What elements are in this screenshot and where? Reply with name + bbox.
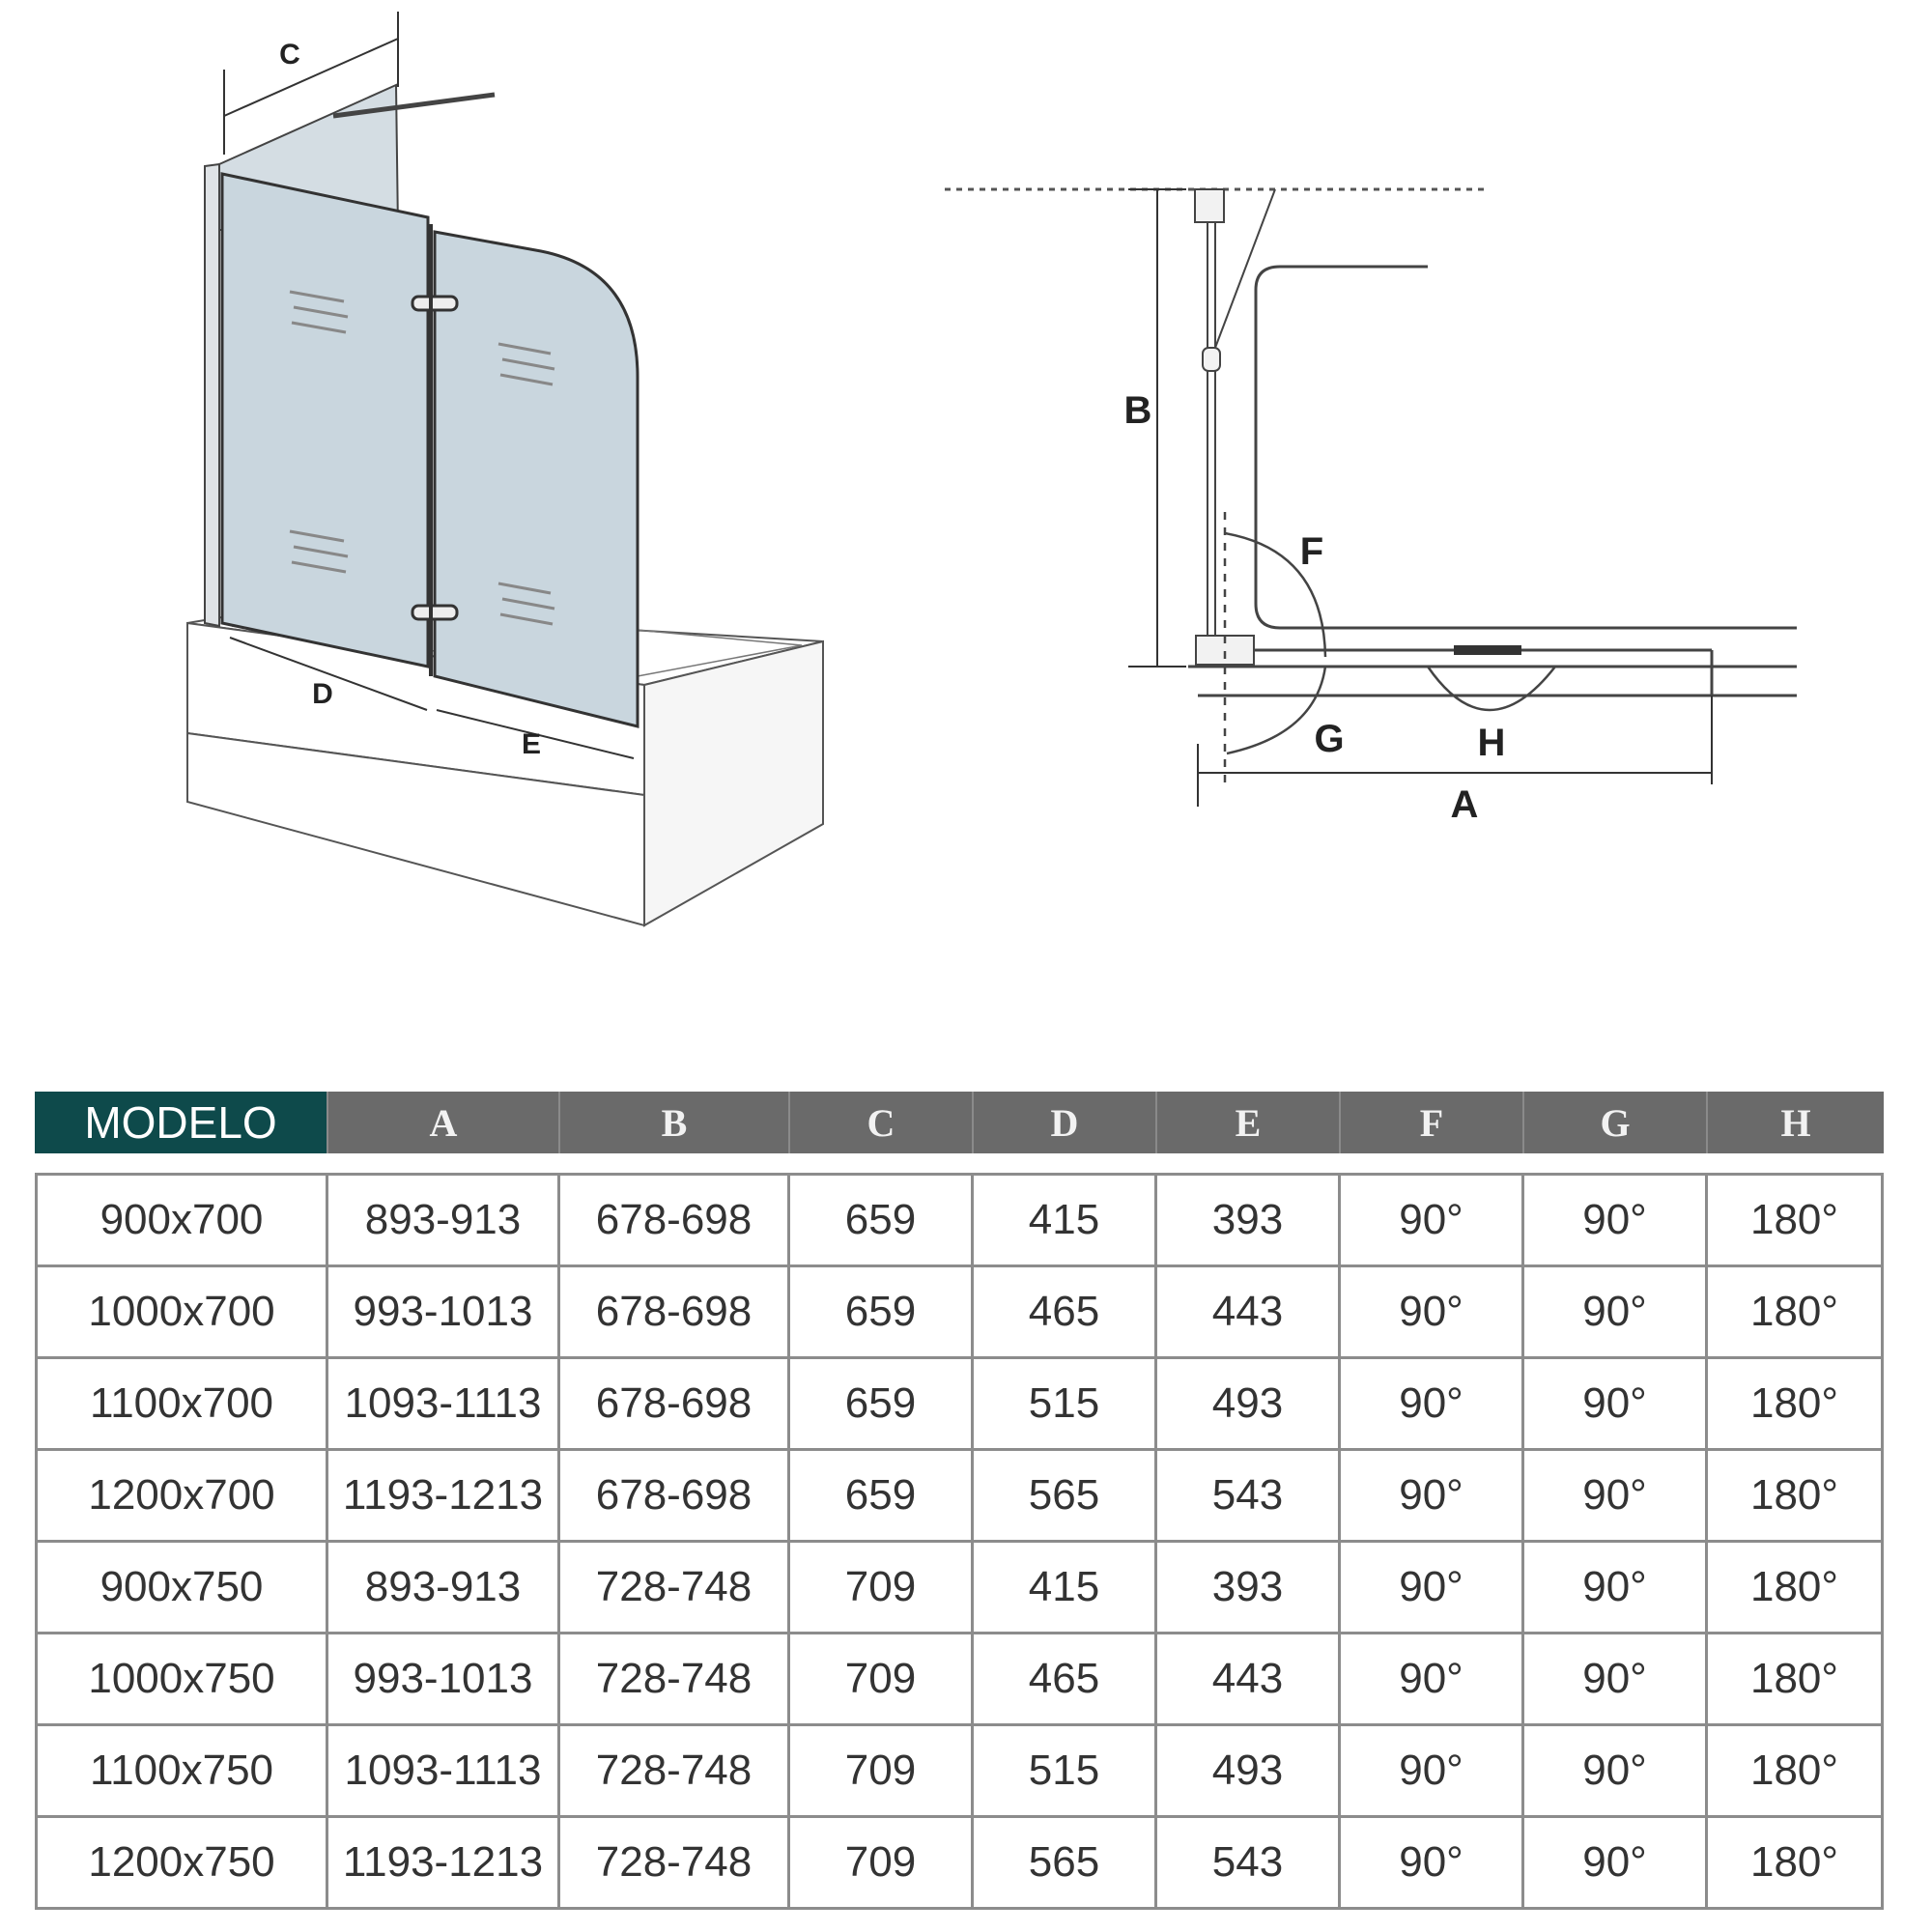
- cell-f: 90°: [1341, 1359, 1524, 1451]
- cell-d: 415: [974, 1173, 1157, 1267]
- label-e: E: [521, 728, 542, 760]
- cell-a: 1193-1213: [328, 1818, 560, 1910]
- header-e: E: [1157, 1092, 1341, 1153]
- cell-model: 1000x750: [35, 1634, 328, 1726]
- cell-e: 543: [1157, 1451, 1341, 1543]
- cell-b: 728-748: [560, 1634, 790, 1726]
- cell-f: 90°: [1341, 1726, 1524, 1818]
- header-h: H: [1708, 1092, 1884, 1153]
- cell-f: 90°: [1341, 1451, 1524, 1543]
- cell-e: 493: [1157, 1726, 1341, 1818]
- cell-g: 90°: [1524, 1451, 1708, 1543]
- cell-d: 565: [974, 1451, 1157, 1543]
- cell-c: 659: [790, 1359, 974, 1451]
- cell-b: 678-698: [560, 1267, 790, 1359]
- cell-g: 90°: [1524, 1359, 1708, 1451]
- cell-b: 728-748: [560, 1726, 790, 1818]
- cell-b: 728-748: [560, 1818, 790, 1910]
- cell-e: 543: [1157, 1818, 1341, 1910]
- table-row: [35, 1451, 1884, 1543]
- cell-c: 709: [790, 1543, 974, 1634]
- cell-f: 90°: [1341, 1818, 1524, 1910]
- cell-c: 709: [790, 1818, 974, 1910]
- cell-h: 180°: [1708, 1173, 1884, 1267]
- cell-a: 893-913: [328, 1173, 560, 1267]
- header-a: A: [328, 1092, 560, 1153]
- glass-panel-right: [435, 232, 638, 726]
- cell-c: 659: [790, 1173, 974, 1267]
- header-c: C: [790, 1092, 974, 1153]
- header-b: B: [560, 1092, 790, 1153]
- label-g: G: [1314, 718, 1345, 760]
- cell-d: 415: [974, 1543, 1157, 1634]
- glass-panel-left: [222, 174, 428, 667]
- cell-model: 1200x700: [35, 1451, 328, 1543]
- cell-g: 90°: [1524, 1173, 1708, 1267]
- glass-line: [1188, 650, 1797, 696]
- plan-hinge: [1454, 645, 1521, 655]
- cell-h: 180°: [1708, 1543, 1884, 1634]
- label-b: B: [1123, 389, 1152, 432]
- cell-h: 180°: [1708, 1634, 1884, 1726]
- table-row: [35, 1267, 1884, 1359]
- header-modelo: MODELO: [35, 1092, 328, 1153]
- cell-c: 659: [790, 1267, 974, 1359]
- cell-f: 90°: [1341, 1634, 1524, 1726]
- cell-a: 1193-1213: [328, 1451, 560, 1543]
- table-row: [35, 1818, 1884, 1910]
- cell-g: 90°: [1524, 1543, 1708, 1634]
- bath-screen-3d-drawing: [145, 0, 918, 966]
- cell-model: 900x750: [35, 1543, 328, 1634]
- cell-h: 180°: [1708, 1359, 1884, 1451]
- table-body: [35, 1153, 1884, 1910]
- plan-view-drawing: [918, 145, 1884, 869]
- header-f: F: [1341, 1092, 1524, 1153]
- cell-model: 1100x750: [35, 1726, 328, 1818]
- cell-g: 90°: [1524, 1267, 1708, 1359]
- cell-h: 180°: [1708, 1726, 1884, 1818]
- table-row: [35, 1726, 1884, 1818]
- header-d: D: [974, 1092, 1157, 1153]
- cell-h: 180°: [1708, 1267, 1884, 1359]
- label-a: A: [1450, 783, 1479, 826]
- cell-g: 90°: [1524, 1726, 1708, 1818]
- cell-e: 393: [1157, 1543, 1341, 1634]
- cell-d: 565: [974, 1818, 1157, 1910]
- label-h: H: [1477, 722, 1506, 764]
- cell-c: 659: [790, 1451, 974, 1543]
- cell-g: 90°: [1524, 1818, 1708, 1910]
- cell-c: 709: [790, 1634, 974, 1726]
- header-g: G: [1524, 1092, 1708, 1153]
- cell-e: 393: [1157, 1173, 1341, 1267]
- cell-f: 90°: [1341, 1543, 1524, 1634]
- cell-d: 465: [974, 1634, 1157, 1726]
- cell-model: 1000x700: [35, 1267, 328, 1359]
- cell-b: 728-748: [560, 1543, 790, 1634]
- table-row: [35, 1173, 1884, 1267]
- cell-model: 1200x750: [35, 1818, 328, 1910]
- cell-e: 493: [1157, 1359, 1341, 1451]
- cell-e: 443: [1157, 1267, 1341, 1359]
- cell-model: 900x700: [35, 1173, 328, 1267]
- cell-b: 678-698: [560, 1451, 790, 1543]
- cell-g: 90°: [1524, 1634, 1708, 1726]
- table-row: [35, 1359, 1884, 1451]
- dimensions-table: [35, 1092, 1884, 1910]
- cell-h: 180°: [1708, 1451, 1884, 1543]
- table-row: [35, 1543, 1884, 1634]
- cell-a: 993-1013: [328, 1267, 560, 1359]
- cell-model: 1100x700: [35, 1359, 328, 1451]
- screen-profile: [1195, 189, 1275, 665]
- table-header-row: [35, 1092, 1884, 1153]
- bath-edge: [1256, 267, 1797, 628]
- label-d: D: [312, 678, 333, 710]
- label-f: F: [1299, 530, 1324, 573]
- cell-f: 90°: [1341, 1173, 1524, 1267]
- cell-e: 443: [1157, 1634, 1341, 1726]
- cell-b: 678-698: [560, 1173, 790, 1267]
- cell-a: 893-913: [328, 1543, 560, 1634]
- table-row: [35, 1634, 1884, 1726]
- cell-a: 993-1013: [328, 1634, 560, 1726]
- cell-a: 1093-1113: [328, 1726, 560, 1818]
- cell-c: 709: [790, 1726, 974, 1818]
- cell-d: 515: [974, 1359, 1157, 1451]
- cell-d: 515: [974, 1726, 1157, 1818]
- cell-d: 465: [974, 1267, 1157, 1359]
- cell-a: 1093-1113: [328, 1359, 560, 1451]
- cell-b: 678-698: [560, 1359, 790, 1451]
- cell-f: 90°: [1341, 1267, 1524, 1359]
- label-c: C: [279, 39, 300, 71]
- cell-h: 180°: [1708, 1818, 1884, 1910]
